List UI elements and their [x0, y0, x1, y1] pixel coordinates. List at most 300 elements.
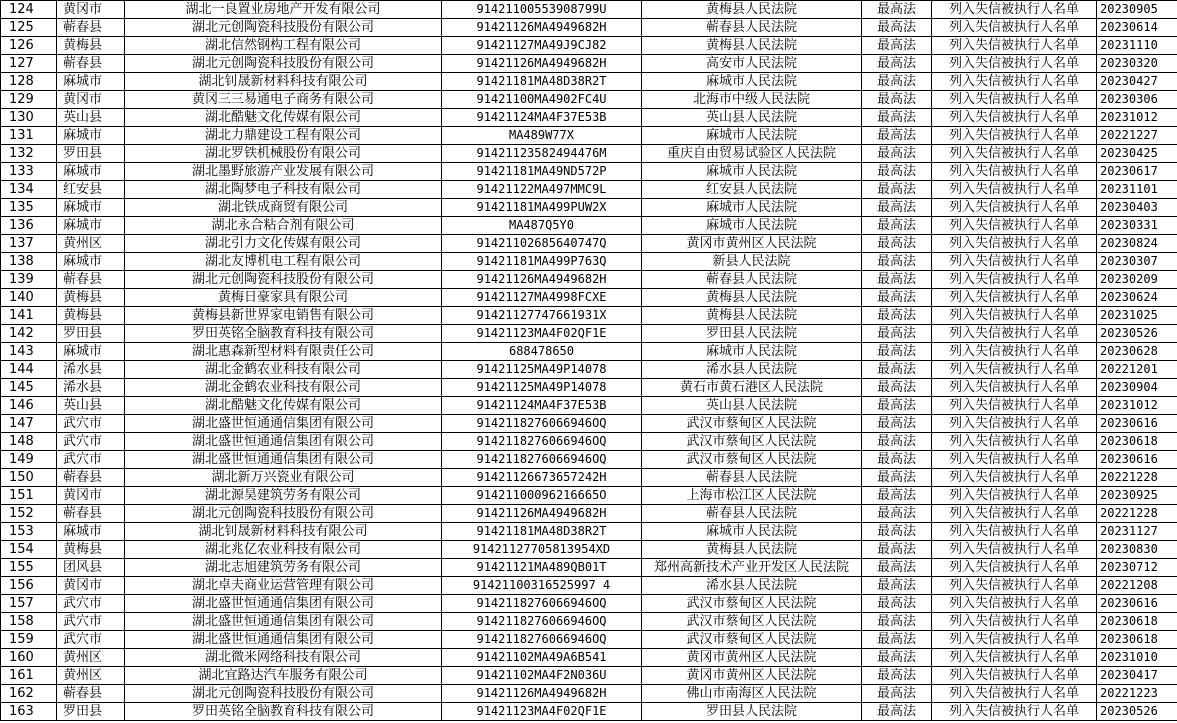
company-name-cell[interactable]: 湖北新万兴瓷业有限公司	[125, 469, 442, 487]
row-number-cell[interactable]: 156	[1, 577, 57, 595]
source-cell[interactable]: 最高法	[862, 559, 932, 577]
credit-code-cell[interactable]: 91421181MA48D38R2T	[442, 73, 642, 91]
action-cell[interactable]: 列入失信被执行人名单	[932, 127, 1097, 145]
source-cell[interactable]: 最高法	[862, 73, 932, 91]
date-cell[interactable]: 20230320	[1097, 55, 1177, 73]
source-cell[interactable]: 最高法	[862, 379, 932, 397]
credit-code-cell[interactable]: 91421125MA49P14078	[442, 361, 642, 379]
court-name-cell[interactable]: 红安县人民法院	[642, 181, 862, 199]
action-cell[interactable]: 列入失信被执行人名单	[932, 91, 1097, 109]
action-cell[interactable]: 列入失信被执行人名单	[932, 433, 1097, 451]
row-number-cell[interactable]: 146	[1, 397, 57, 415]
source-cell[interactable]: 最高法	[862, 505, 932, 523]
row-number-cell[interactable]: 162	[1, 685, 57, 703]
row-number-cell[interactable]: 157	[1, 595, 57, 613]
row-number-cell[interactable]: 155	[1, 559, 57, 577]
court-name-cell[interactable]: 蕲春县人民法院	[642, 271, 862, 289]
court-name-cell[interactable]: 黄冈市黄州区人民法院	[642, 235, 862, 253]
source-cell[interactable]: 最高法	[862, 631, 932, 649]
credit-code-cell[interactable]: 9142118276066946OQ	[442, 451, 642, 469]
court-name-cell[interactable]: 浠水县人民法院	[642, 361, 862, 379]
action-cell[interactable]: 列入失信被执行人名单	[932, 397, 1097, 415]
action-cell[interactable]: 列入失信被执行人名单	[932, 379, 1097, 397]
date-cell[interactable]: 20231127	[1097, 523, 1177, 541]
action-cell[interactable]: 列入失信被执行人名单	[932, 487, 1097, 505]
row-number-cell[interactable]: 135	[1, 199, 57, 217]
court-name-cell[interactable]: 麻城市人民法院	[642, 127, 862, 145]
row-number-cell[interactable]: 134	[1, 181, 57, 199]
company-name-cell[interactable]: 湖北钊晟新材料科技有限公司	[125, 73, 442, 91]
region-cell[interactable]: 蕲春县	[57, 19, 125, 37]
court-name-cell[interactable]: 黄梅县人民法院	[642, 289, 862, 307]
source-cell[interactable]: 最高法	[862, 469, 932, 487]
credit-code-cell[interactable]: 91421126MA4949682H	[442, 505, 642, 523]
company-name-cell[interactable]: 湖北永合粘合剂有限公司	[125, 217, 442, 235]
date-cell[interactable]: 20230209	[1097, 271, 1177, 289]
row-number-cell[interactable]: 125	[1, 19, 57, 37]
action-cell[interactable]: 列入失信被执行人名单	[932, 217, 1097, 235]
region-cell[interactable]: 黄州区	[57, 667, 125, 685]
region-cell[interactable]: 蕲春县	[57, 685, 125, 703]
date-cell[interactable]: 20230618	[1097, 613, 1177, 631]
company-name-cell[interactable]: 湖北元创陶瓷科技股份有限公司	[125, 271, 442, 289]
date-cell[interactable]: 20230618	[1097, 631, 1177, 649]
action-cell[interactable]: 列入失信被执行人名单	[932, 541, 1097, 559]
row-number-cell[interactable]: 127	[1, 55, 57, 73]
credit-code-cell[interactable]: 91421122MA497MMC9L	[442, 181, 642, 199]
row-number-cell[interactable]: 153	[1, 523, 57, 541]
action-cell[interactable]: 列入失信被执行人名单	[932, 289, 1097, 307]
region-cell[interactable]: 蕲春县	[57, 55, 125, 73]
date-cell[interactable]: 20230614	[1097, 19, 1177, 37]
credit-code-cell[interactable]: MA489W77X	[442, 127, 642, 145]
credit-code-cell[interactable]: 91421124MA4F37E53B	[442, 109, 642, 127]
company-name-cell[interactable]: 湖北金鹤农业科技有限公司	[125, 379, 442, 397]
court-name-cell[interactable]: 黄冈市黄州区人民法院	[642, 667, 862, 685]
source-cell[interactable]: 最高法	[862, 19, 932, 37]
source-cell[interactable]: 最高法	[862, 37, 932, 55]
company-name-cell[interactable]: 湖北盛世恒通通信集团有限公司	[125, 451, 442, 469]
credit-code-cell[interactable]: 91421102685640747Q	[442, 235, 642, 253]
court-name-cell[interactable]: 黄冈市黄州区人民法院	[642, 649, 862, 667]
company-name-cell[interactable]: 湖北金鹤农业科技有限公司	[125, 361, 442, 379]
region-cell[interactable]: 罗田县	[57, 703, 125, 721]
credit-code-cell[interactable]: 9142118276066946OQ	[442, 433, 642, 451]
court-name-cell[interactable]: 上海市松江区人民法院	[642, 487, 862, 505]
row-number-cell[interactable]: 161	[1, 667, 57, 685]
company-name-cell[interactable]: 湖北钊晟新材料科技有限公司	[125, 523, 442, 541]
court-name-cell[interactable]: 浠水县人民法院	[642, 577, 862, 595]
source-cell[interactable]: 最高法	[862, 487, 932, 505]
row-number-cell[interactable]: 140	[1, 289, 57, 307]
date-cell[interactable]: 20221228	[1097, 469, 1177, 487]
credit-code-cell[interactable]: 91421126673657242H	[442, 469, 642, 487]
court-name-cell[interactable]: 蕲春县人民法院	[642, 469, 862, 487]
region-cell[interactable]: 黄冈市	[57, 487, 125, 505]
company-name-cell[interactable]: 罗田英铭全脑教育科技有限公司	[125, 703, 442, 721]
court-name-cell[interactable]: 黄梅县人民法院	[642, 541, 862, 559]
row-number-cell[interactable]: 128	[1, 73, 57, 91]
region-cell[interactable]: 黄梅县	[57, 541, 125, 559]
action-cell[interactable]: 列入失信被执行人名单	[932, 523, 1097, 541]
region-cell[interactable]: 蕲春县	[57, 505, 125, 523]
source-cell[interactable]: 最高法	[862, 685, 932, 703]
row-number-cell[interactable]: 154	[1, 541, 57, 559]
date-cell[interactable]: 20230307	[1097, 253, 1177, 271]
region-cell[interactable]: 团风县	[57, 559, 125, 577]
credit-code-cell[interactable]: 91421124MA4F37E53B	[442, 397, 642, 415]
court-name-cell[interactable]: 麻城市人民法院	[642, 217, 862, 235]
row-number-cell[interactable]: 126	[1, 37, 57, 55]
source-cell[interactable]: 最高法	[862, 217, 932, 235]
company-name-cell[interactable]: 湖北酷魅文化传媒有限公司	[125, 397, 442, 415]
date-cell[interactable]: 20231010	[1097, 649, 1177, 667]
date-cell[interactable]: 20231110	[1097, 37, 1177, 55]
court-name-cell[interactable]: 黄梅县人民法院	[642, 37, 862, 55]
credit-code-cell[interactable]: 91421127MA4998FCXE	[442, 289, 642, 307]
action-cell[interactable]: 列入失信被执行人名单	[932, 577, 1097, 595]
row-number-cell[interactable]: 160	[1, 649, 57, 667]
company-name-cell[interactable]: 湖北力鼎建设工程有限公司	[125, 127, 442, 145]
company-name-cell[interactable]: 湖北罗铁机械股份有限公司	[125, 145, 442, 163]
court-name-cell[interactable]: 黄梅县人民法院	[642, 307, 862, 325]
action-cell[interactable]: 列入失信被执行人名单	[932, 649, 1097, 667]
action-cell[interactable]: 列入失信被执行人名单	[932, 361, 1097, 379]
row-number-cell[interactable]: 143	[1, 343, 57, 361]
row-number-cell[interactable]: 141	[1, 307, 57, 325]
action-cell[interactable]: 列入失信被执行人名单	[932, 631, 1097, 649]
date-cell[interactable]: 20230628	[1097, 343, 1177, 361]
court-name-cell[interactable]: 蕲春县人民法院	[642, 505, 862, 523]
court-name-cell[interactable]: 佛山市南海区人民法院	[642, 685, 862, 703]
date-cell[interactable]: 20221227	[1097, 127, 1177, 145]
row-number-cell[interactable]: 159	[1, 631, 57, 649]
credit-code-cell[interactable]: 91421181MA48D38R2T	[442, 523, 642, 541]
source-cell[interactable]: 最高法	[862, 1, 932, 19]
source-cell[interactable]: 最高法	[862, 109, 932, 127]
date-cell[interactable]: 20231012	[1097, 397, 1177, 415]
company-name-cell[interactable]: 湖北盛世恒通通信集团有限公司	[125, 595, 442, 613]
credit-code-cell[interactable]: 91421127747661931X	[442, 307, 642, 325]
source-cell[interactable]: 最高法	[862, 523, 932, 541]
company-name-cell[interactable]: 湖北盛世恒通通信集团有限公司	[125, 613, 442, 631]
date-cell[interactable]: 20230616	[1097, 415, 1177, 433]
region-cell[interactable]: 蕲春县	[57, 469, 125, 487]
source-cell[interactable]: 最高法	[862, 145, 932, 163]
region-cell[interactable]: 黄梅县	[57, 289, 125, 307]
action-cell[interactable]: 列入失信被执行人名单	[932, 559, 1097, 577]
source-cell[interactable]: 最高法	[862, 325, 932, 343]
source-cell[interactable]: 最高法	[862, 127, 932, 145]
company-name-cell[interactable]: 湖北盛世恒通通信集团有限公司	[125, 433, 442, 451]
row-number-cell[interactable]: 148	[1, 433, 57, 451]
date-cell[interactable]: 20230331	[1097, 217, 1177, 235]
date-cell[interactable]: 20230526	[1097, 325, 1177, 343]
date-cell[interactable]: 20230830	[1097, 541, 1177, 559]
region-cell[interactable]: 武穴市	[57, 631, 125, 649]
source-cell[interactable]: 最高法	[862, 235, 932, 253]
credit-code-cell[interactable]: 91421123582494476M	[442, 145, 642, 163]
action-cell[interactable]: 列入失信被执行人名单	[932, 73, 1097, 91]
region-cell[interactable]: 麻城市	[57, 217, 125, 235]
date-cell[interactable]: 20230624	[1097, 289, 1177, 307]
region-cell[interactable]: 浠水县	[57, 361, 125, 379]
region-cell[interactable]: 武穴市	[57, 415, 125, 433]
credit-code-cell[interactable]: 9142118276066946OQ	[442, 613, 642, 631]
company-name-cell[interactable]: 湖北元创陶瓷科技股份有限公司	[125, 685, 442, 703]
court-name-cell[interactable]: 英山县人民法院	[642, 109, 862, 127]
company-name-cell[interactable]: 湖北微米网络科技有限公司	[125, 649, 442, 667]
company-name-cell[interactable]: 黄冈三三易通电子商务有限公司	[125, 91, 442, 109]
action-cell[interactable]: 列入失信被执行人名单	[932, 685, 1097, 703]
court-name-cell[interactable]: 武汉市蔡甸区人民法院	[642, 451, 862, 469]
date-cell[interactable]: 20230417	[1097, 667, 1177, 685]
region-cell[interactable]: 麻城市	[57, 199, 125, 217]
company-name-cell[interactable]: 黄梅日豪家具有限公司	[125, 289, 442, 307]
row-number-cell[interactable]: 163	[1, 703, 57, 721]
source-cell[interactable]: 最高法	[862, 415, 932, 433]
court-name-cell[interactable]: 麻城市人民法院	[642, 163, 862, 181]
court-name-cell[interactable]: 新县人民法院	[642, 253, 862, 271]
credit-code-cell[interactable]: MA487Q5Y0	[442, 217, 642, 235]
credit-code-cell[interactable]: 91421126MA4949682H	[442, 19, 642, 37]
court-name-cell[interactable]: 麻城市人民法院	[642, 199, 862, 217]
action-cell[interactable]: 列入失信被执行人名单	[932, 1, 1097, 19]
date-cell[interactable]: 20221208	[1097, 577, 1177, 595]
row-number-cell[interactable]: 124	[1, 1, 57, 19]
region-cell[interactable]: 麻城市	[57, 163, 125, 181]
region-cell[interactable]: 黄冈市	[57, 577, 125, 595]
region-cell[interactable]: 黄州区	[57, 649, 125, 667]
source-cell[interactable]: 最高法	[862, 343, 932, 361]
source-cell[interactable]: 最高法	[862, 289, 932, 307]
date-cell[interactable]: 20230712	[1097, 559, 1177, 577]
credit-code-cell[interactable]: 91421102MA4F2N036U	[442, 667, 642, 685]
action-cell[interactable]: 列入失信被执行人名单	[932, 703, 1097, 721]
credit-code-cell[interactable]: 9142118276066946OQ	[442, 595, 642, 613]
row-number-cell[interactable]: 129	[1, 91, 57, 109]
region-cell[interactable]: 罗田县	[57, 145, 125, 163]
action-cell[interactable]: 列入失信被执行人名单	[932, 469, 1097, 487]
credit-code-cell[interactable]: 91421100MA4902FC4U	[442, 91, 642, 109]
action-cell[interactable]: 列入失信被执行人名单	[932, 199, 1097, 217]
source-cell[interactable]: 最高法	[862, 181, 932, 199]
date-cell[interactable]: 20231025	[1097, 307, 1177, 325]
source-cell[interactable]: 最高法	[862, 613, 932, 631]
court-name-cell[interactable]: 重庆自由贸易试验区人民法院	[642, 145, 862, 163]
action-cell[interactable]: 列入失信被执行人名单	[932, 415, 1097, 433]
date-cell[interactable]: 20230425	[1097, 145, 1177, 163]
source-cell[interactable]: 最高法	[862, 541, 932, 559]
region-cell[interactable]: 麻城市	[57, 343, 125, 361]
company-name-cell[interactable]: 湖北引力文化传媒有限公司	[125, 235, 442, 253]
row-number-cell[interactable]: 132	[1, 145, 57, 163]
region-cell[interactable]: 黄梅县	[57, 307, 125, 325]
action-cell[interactable]: 列入失信被执行人名单	[932, 37, 1097, 55]
court-name-cell[interactable]: 罗田县人民法院	[642, 703, 862, 721]
credit-code-cell[interactable]: 91421181MA49ND572P	[442, 163, 642, 181]
company-name-cell[interactable]: 湖北盛世恒通通信集团有限公司	[125, 631, 442, 649]
court-name-cell[interactable]: 罗田县人民法院	[642, 325, 862, 343]
company-name-cell[interactable]: 湖北兆亿农业科技有限公司	[125, 541, 442, 559]
region-cell[interactable]: 黄梅县	[57, 37, 125, 55]
region-cell[interactable]: 浠水县	[57, 379, 125, 397]
source-cell[interactable]: 最高法	[862, 649, 932, 667]
date-cell[interactable]: 20221201	[1097, 361, 1177, 379]
source-cell[interactable]: 最高法	[862, 307, 932, 325]
court-name-cell[interactable]: 北海市中级人民法院	[642, 91, 862, 109]
company-name-cell[interactable]: 湖北元创陶瓷科技股份有限公司	[125, 505, 442, 523]
company-name-cell[interactable]: 湖北惠森新型材料有限责任公司	[125, 343, 442, 361]
court-name-cell[interactable]: 麻城市人民法院	[642, 523, 862, 541]
action-cell[interactable]: 列入失信被执行人名单	[932, 271, 1097, 289]
court-name-cell[interactable]: 武汉市蔡甸区人民法院	[642, 415, 862, 433]
date-cell[interactable]: 20221228	[1097, 505, 1177, 523]
date-cell[interactable]: 20230403	[1097, 199, 1177, 217]
action-cell[interactable]: 列入失信被执行人名单	[932, 145, 1097, 163]
region-cell[interactable]: 麻城市	[57, 127, 125, 145]
row-number-cell[interactable]: 158	[1, 613, 57, 631]
date-cell[interactable]: 20231101	[1097, 181, 1177, 199]
date-cell[interactable]: 20230905	[1097, 1, 1177, 19]
region-cell[interactable]: 武穴市	[57, 595, 125, 613]
row-number-cell[interactable]: 152	[1, 505, 57, 523]
credit-code-cell[interactable]: 91421102MA49A6B541	[442, 649, 642, 667]
credit-code-cell[interactable]: 91421126MA4949682H	[442, 685, 642, 703]
source-cell[interactable]: 最高法	[862, 667, 932, 685]
date-cell[interactable]: 20231012	[1097, 109, 1177, 127]
action-cell[interactable]: 列入失信被执行人名单	[932, 109, 1097, 127]
source-cell[interactable]: 最高法	[862, 433, 932, 451]
source-cell[interactable]: 最高法	[862, 451, 932, 469]
court-name-cell[interactable]: 蕲春县人民法院	[642, 19, 862, 37]
company-name-cell[interactable]: 湖北酷魅文化传媒有限公司	[125, 109, 442, 127]
row-number-cell[interactable]: 150	[1, 469, 57, 487]
source-cell[interactable]: 最高法	[862, 595, 932, 613]
court-name-cell[interactable]: 黄梅县人民法院	[642, 1, 862, 19]
action-cell[interactable]: 列入失信被执行人名单	[932, 595, 1097, 613]
action-cell[interactable]: 列入失信被执行人名单	[932, 613, 1097, 631]
company-name-cell[interactable]: 湖北陶梦电子科技有限公司	[125, 181, 442, 199]
credit-code-cell[interactable]: 91421181MA499P763Q	[442, 253, 642, 271]
row-number-cell[interactable]: 137	[1, 235, 57, 253]
row-number-cell[interactable]: 133	[1, 163, 57, 181]
credit-code-cell[interactable]: 91421121MA489QB01T	[442, 559, 642, 577]
action-cell[interactable]: 列入失信被执行人名单	[932, 19, 1097, 37]
source-cell[interactable]: 最高法	[862, 577, 932, 595]
source-cell[interactable]: 最高法	[862, 397, 932, 415]
date-cell[interactable]: 20230616	[1097, 451, 1177, 469]
court-name-cell[interactable]: 武汉市蔡甸区人民法院	[642, 433, 862, 451]
court-name-cell[interactable]: 麻城市人民法院	[642, 343, 862, 361]
action-cell[interactable]: 列入失信被执行人名单	[932, 667, 1097, 685]
date-cell[interactable]: 20230617	[1097, 163, 1177, 181]
row-number-cell[interactable]: 130	[1, 109, 57, 127]
credit-code-cell[interactable]: 91421125MA49P14078	[442, 379, 642, 397]
date-cell[interactable]: 20230616	[1097, 595, 1177, 613]
region-cell[interactable]: 武穴市	[57, 433, 125, 451]
row-number-cell[interactable]: 147	[1, 415, 57, 433]
region-cell[interactable]: 红安县	[57, 181, 125, 199]
court-name-cell[interactable]: 黄石市黄石港区人民法院	[642, 379, 862, 397]
region-cell[interactable]: 罗田县	[57, 325, 125, 343]
date-cell[interactable]: 20230824	[1097, 235, 1177, 253]
credit-code-cell[interactable]: 91421181MA499PUW2X	[442, 199, 642, 217]
credit-code-cell[interactable]: 91421127705813954XD	[442, 541, 642, 559]
date-cell[interactable]: 20230904	[1097, 379, 1177, 397]
court-name-cell[interactable]: 武汉市蔡甸区人民法院	[642, 631, 862, 649]
action-cell[interactable]: 列入失信被执行人名单	[932, 307, 1097, 325]
company-name-cell[interactable]: 湖北信然钢构工程有限公司	[125, 37, 442, 55]
row-number-cell[interactable]: 138	[1, 253, 57, 271]
source-cell[interactable]: 最高法	[862, 361, 932, 379]
credit-code-cell[interactable]: 91421100316525997 4	[442, 577, 642, 595]
region-cell[interactable]: 麻城市	[57, 523, 125, 541]
company-name-cell[interactable]: 湖北宜路达汽车服务有限公司	[125, 667, 442, 685]
company-name-cell[interactable]: 湖北元创陶瓷科技股份有限公司	[125, 55, 442, 73]
date-cell[interactable]: 20230925	[1097, 487, 1177, 505]
action-cell[interactable]: 列入失信被执行人名单	[932, 451, 1097, 469]
row-number-cell[interactable]: 145	[1, 379, 57, 397]
date-cell[interactable]: 20230526	[1097, 703, 1177, 721]
row-number-cell[interactable]: 139	[1, 271, 57, 289]
credit-code-cell[interactable]: 91421100553908799U	[442, 1, 642, 19]
source-cell[interactable]: 最高法	[862, 199, 932, 217]
company-name-cell[interactable]: 罗田英铭全脑教育科技有限公司	[125, 325, 442, 343]
row-number-cell[interactable]: 149	[1, 451, 57, 469]
source-cell[interactable]: 最高法	[862, 163, 932, 181]
region-cell[interactable]: 英山县	[57, 397, 125, 415]
company-name-cell[interactable]: 湖北一良置业房地产开发有限公司	[125, 1, 442, 19]
region-cell[interactable]: 黄冈市	[57, 1, 125, 19]
region-cell[interactable]: 黄冈市	[57, 91, 125, 109]
credit-code-cell[interactable]: 688478650	[442, 343, 642, 361]
date-cell[interactable]: 20230306	[1097, 91, 1177, 109]
credit-code-cell[interactable]: 91421123MA4F02QF1E	[442, 703, 642, 721]
date-cell[interactable]: 20230427	[1097, 73, 1177, 91]
action-cell[interactable]: 列入失信被执行人名单	[932, 181, 1097, 199]
source-cell[interactable]: 最高法	[862, 703, 932, 721]
company-name-cell[interactable]: 湖北铁成商贸有限公司	[125, 199, 442, 217]
credit-code-cell[interactable]: 91421127MA49J9CJ82	[442, 37, 642, 55]
credit-code-cell[interactable]: 91421100096216665O	[442, 487, 642, 505]
court-name-cell[interactable]: 英山县人民法院	[642, 397, 862, 415]
company-name-cell[interactable]: 湖北墨野旅游产业发展有限公司	[125, 163, 442, 181]
row-number-cell[interactable]: 151	[1, 487, 57, 505]
action-cell[interactable]: 列入失信被执行人名单	[932, 253, 1097, 271]
credit-code-cell[interactable]: 91421123MA4F02QF1E	[442, 325, 642, 343]
credit-code-cell[interactable]: 9142118276066946OQ	[442, 415, 642, 433]
row-number-cell[interactable]: 142	[1, 325, 57, 343]
credit-code-cell[interactable]: 91421126MA4949682H	[442, 55, 642, 73]
source-cell[interactable]: 最高法	[862, 253, 932, 271]
action-cell[interactable]: 列入失信被执行人名单	[932, 235, 1097, 253]
court-name-cell[interactable]: 麻城市人民法院	[642, 73, 862, 91]
source-cell[interactable]: 最高法	[862, 55, 932, 73]
company-name-cell[interactable]: 湖北源昊建筑劳务有限公司	[125, 487, 442, 505]
region-cell[interactable]: 麻城市	[57, 253, 125, 271]
court-name-cell[interactable]: 郑州高新技术产业开发区人民法院	[642, 559, 862, 577]
credit-code-cell[interactable]: 9142118276066946OQ	[442, 631, 642, 649]
company-name-cell[interactable]: 湖北志旭建筑劳务有限公司	[125, 559, 442, 577]
action-cell[interactable]: 列入失信被执行人名单	[932, 343, 1097, 361]
action-cell[interactable]: 列入失信被执行人名单	[932, 163, 1097, 181]
court-name-cell[interactable]: 武汉市蔡甸区人民法院	[642, 613, 862, 631]
court-name-cell[interactable]: 高安市人民法院	[642, 55, 862, 73]
company-name-cell[interactable]: 湖北盛世恒通通信集团有限公司	[125, 415, 442, 433]
date-cell[interactable]: 20230618	[1097, 433, 1177, 451]
action-cell[interactable]: 列入失信被执行人名单	[932, 505, 1097, 523]
